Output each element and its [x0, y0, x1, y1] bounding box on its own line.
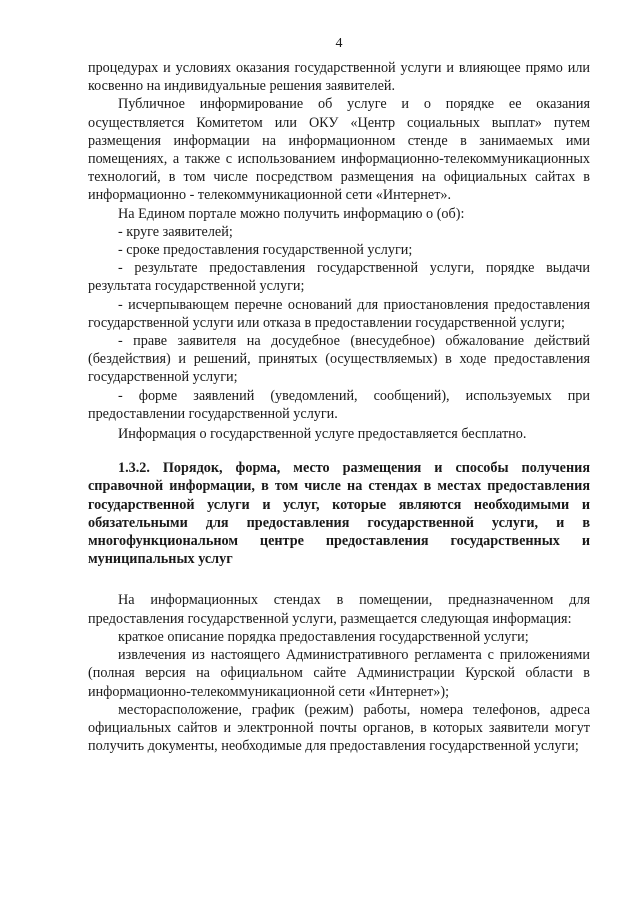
- list-item: - сроке предоставления государственной услуги;: [118, 242, 413, 259]
- paragraph-extracts: извлечения из настоящего Административного регламента с приложениями (полная версия на официальном сайте Администрации Курской области в информационно-телекоммуникационной сети «Интернет»);: [88, 647, 590, 700]
- paragraph-portal-intro: На Едином портале можно получить информацию о (об):: [118, 205, 465, 222]
- list-item: - исчерпывающем перечне оснований для приостановления предоставления государственной услуги или отказа в предоставлении государственной услуги;: [88, 296, 590, 331]
- page-number: 4: [335, 36, 343, 51]
- paragraph-public-info: Публичное информирование об услуге и о порядке ее оказания осуществляется Комитетом или ОКУ «Центр социальных выплат» путем размещения информации на информационном стенде в занимаемых ими помещениях, а также с использованием информационно-телекоммуникационных технологий, в том числе посредством размещения на официальных сайтах в информационно - телекоммуникационной сети «Интернет».: [88, 96, 590, 204]
- paragraph-location-schedule: месторасположение, график (режим) работы, номера телефонов, адреса официальных сайтов и электронной почты органов, в которых заявители могут получить документы, необходимые для предоставления государственной услуги;: [88, 701, 590, 755]
- paragraph-free-of-charge: Информация о государственной услуге предоставляется бесплатно.: [118, 426, 527, 443]
- list-item: - результате предоставления государственной услуги, порядке выдачи результата государственной услуги;: [88, 260, 590, 295]
- list-item: - круге заявителей;: [118, 223, 233, 240]
- paragraph-continuation: процедурах и условиях оказания государственной услуги и влияющее прямо или косвенно на индивидуальные решения заявителей.: [88, 60, 590, 95]
- list-item: - праве заявителя на досудебное (внесудебное) обжалование действий (бездействия) и решений, принятых (осуществляемых) в ходе предоставления государственной услуги;: [88, 333, 590, 386]
- section-heading: 1.3.2. Порядок, форма, место размещения и способы получения справочной информации, в том числе на стендах в местах предоставления государственной услуги и услуг, которые являются необходимыми и обязательными для предоставления государственной услуги, и в многофункциональном центре предоставления государственных и муниципальных услуг: [88, 460, 590, 568]
- paragraph-stands-info: На информационных стендах в помещении, предназначенном для предоставления государственной услуги, размещается следующая информация:: [88, 592, 590, 627]
- paragraph-short-description: краткое описание порядка предоставления государственной услуги;: [118, 628, 529, 645]
- list-item: - форме заявлений (уведомлений, сообщений), используемых при предоставлении государственной услуги.: [88, 387, 590, 422]
